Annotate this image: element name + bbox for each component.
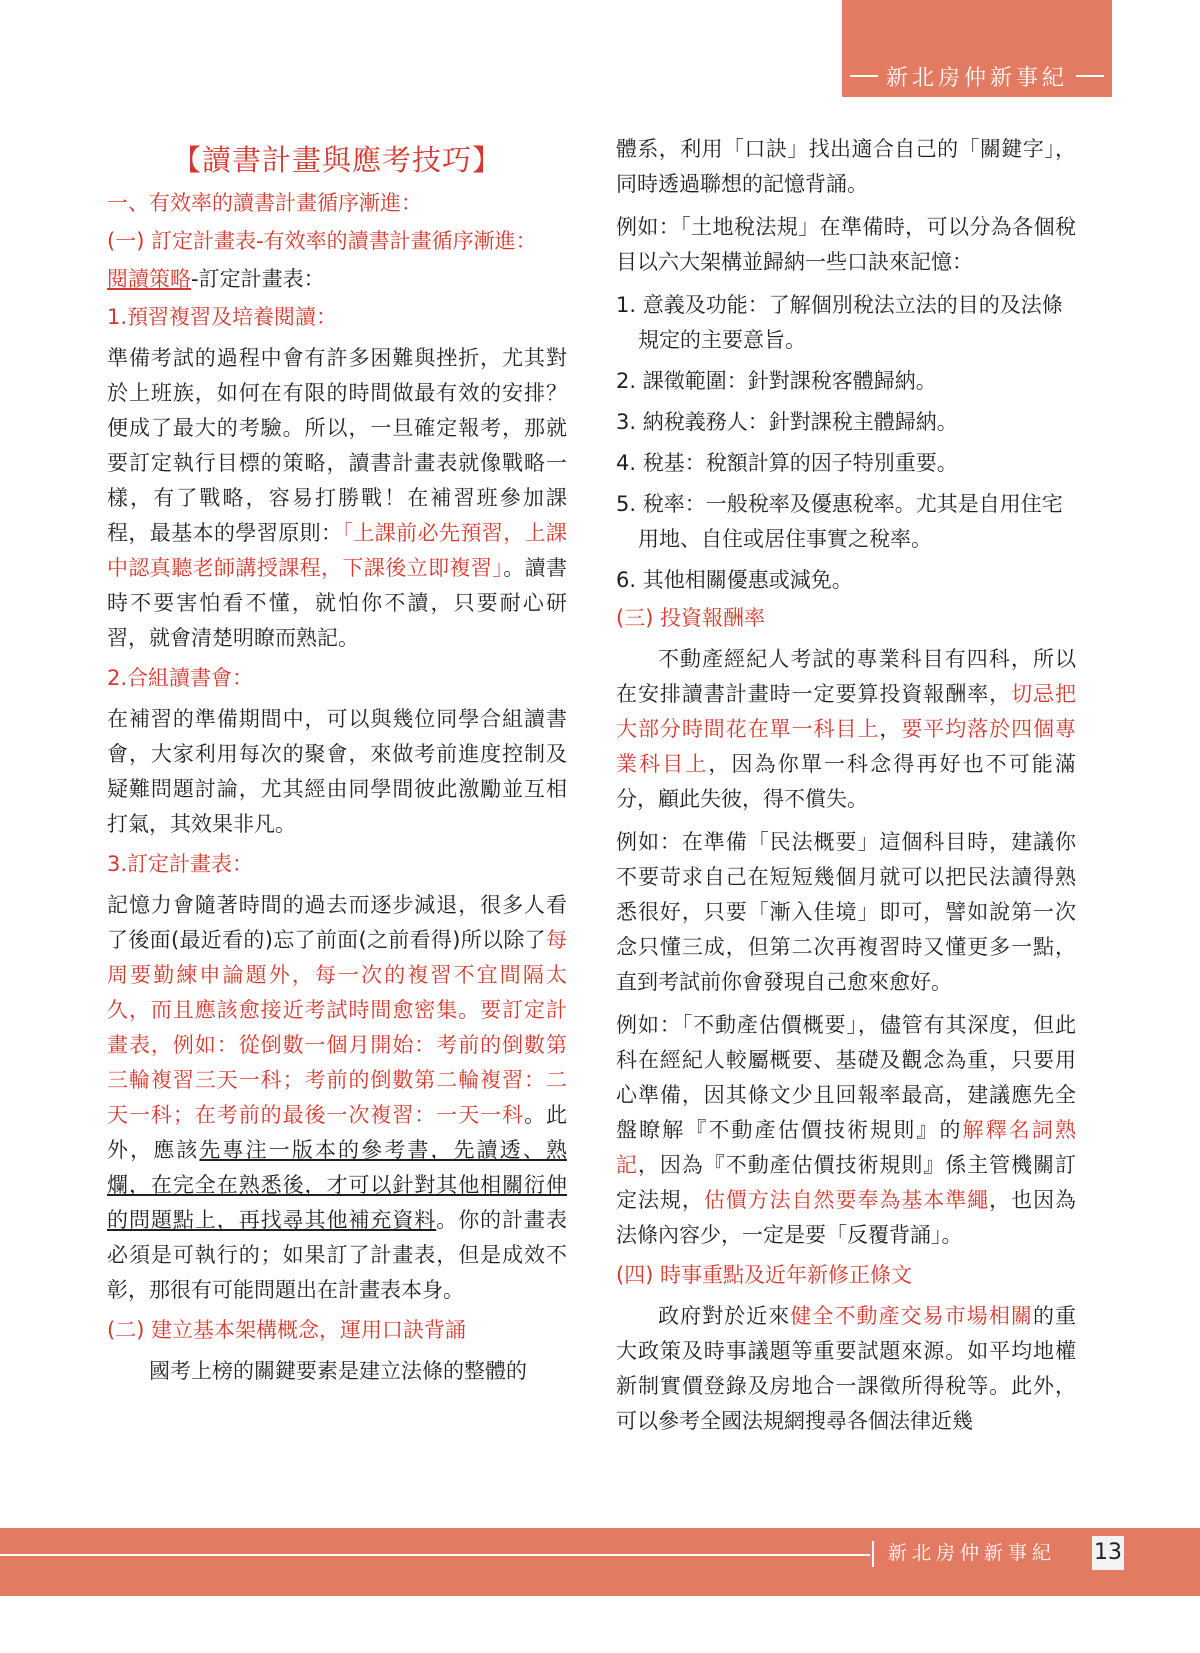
- heading-3: [107, 265, 567, 293]
- footer-separator: [872, 1541, 874, 1567]
- p5-text-e: ，也因為法條內容少，一定是要「反覆背誦」。: [616, 1188, 1077, 1247]
- section-3-paragraph: [107, 888, 567, 1308]
- section-5-title: (三) 投資報酬率: [616, 606, 766, 630]
- p6-text-red: 健全不動產交易市場相關: [790, 1304, 1033, 1328]
- heading-3-rest: -訂定計畫表：: [191, 267, 325, 291]
- heading-2: (一) 訂定計畫表-有效率的讀書計畫循序漸進：: [107, 229, 537, 253]
- heading-1: 一、有效率的讀書計畫循序漸進：: [107, 191, 422, 215]
- section-4-paragraph: 國考上榜的關鍵要素是建立法條的整體的: [149, 1359, 527, 1383]
- section-1-paragraph: [107, 341, 567, 656]
- s3-text-c: 。此外，應該: [107, 1103, 568, 1162]
- page-number: 13: [1092, 1536, 1124, 1570]
- header-dash-left: [850, 75, 878, 77]
- right-column: [616, 132, 1076, 1447]
- section-2-title: 2.合組讀書會：: [107, 666, 254, 690]
- p5-text-c: ，因為『不動產估價技術規則』係主管機關訂定法規，: [616, 1153, 1077, 1212]
- section-3-title: 3.訂定計畫表：: [107, 852, 254, 876]
- right-paragraph-4: 例如：在準備「民法概要」這個科目時，建議你不要苛求自己在短短幾個月就可以把民法讀得熟悉很好，只要「漸入佳境」即可，譬如說第一次念只懂三成，但第二次再複習時又懂更多一點，直到考試前你會發現自己愈來愈好。: [616, 830, 1076, 994]
- s3-text-red: 每周要勤練申論題外，每一次的複習不宜間隔太久，而且應該愈接近考試時間愈密集。要訂定計畫表，例如：從倒數一個月開始：考前的倒數第三輪複習三天一科；考前的倒數第二輪複習：二天一科；在考前的最後一次複習：一天一科: [107, 928, 567, 1127]
- p6-text-c: 的重大政策及時事議題等重要試題來源。如平均地權新制實價登錄及房地合一課徵所得稅等。此外，可以參考全國法規網搜尋各個法律近幾: [616, 1304, 1077, 1433]
- p3-text-a: 不動產經紀人考試的專業科目有四科，所以在安排讀書計畫時一定要算投資報酬率，: [616, 647, 1076, 706]
- list-item: 2. 課徵範圍：針對課稅客體歸納。: [616, 369, 937, 393]
- s3-text-a: 記憶力會隨著時間的過去而逐步減退，很多人看了後面(最近看的)忘了前面(之前看得)所以除了: [107, 893, 567, 952]
- header-banner: [842, 0, 1112, 97]
- heading-3-underlined: 閱讀策略: [107, 267, 191, 291]
- p3-text-c: ，: [879, 717, 902, 741]
- p3-text-red-2: 要平均落於四個專業科目上: [616, 717, 1077, 776]
- section-5-paragraph: [616, 642, 1076, 817]
- section-6-paragraph: [616, 1299, 1076, 1439]
- p5-text-red-2: 估價方法自然要奉為基本準繩: [703, 1188, 990, 1212]
- left-column: [107, 130, 567, 1397]
- p5-text-a: 例如：「不動產估價概要」，儘管有其深度，但此科在經紀人較屬概要、基礎及觀念為重，只要用心準備，因其條文少且回報率最高，建議應先全盤瞭解『不動產估價技術規則』的: [616, 1013, 1076, 1142]
- header-title: [842, 58, 1112, 94]
- p3-text-red-1: 切忌把大部分時間花在單一科目上: [616, 682, 1077, 741]
- list-item: 3. 納稅義務人：針對課稅主體歸納。: [616, 410, 958, 434]
- list-item: 4. 稅基：稅額計算的因子特別重要。: [616, 451, 958, 475]
- section-4-title: (二) 建立基本架構概念，運用口訣背誦: [107, 1318, 467, 1342]
- header-dash-right: [1076, 75, 1104, 77]
- list-item: 5. 稅率：一般稅率及優惠稅率。尤其是自用住宅用地、自住或居住事實之稅率。: [616, 492, 1063, 551]
- footer-bar: [0, 1528, 1200, 1596]
- s3-text-underlined: 先專注一版本的參考書，先讀透、熟爛，在完全在熟悉後，才可以針對其他相關衍伸的問題點上，再找尋其他補充資料: [107, 1138, 567, 1232]
- list-item: 1. 意義及功能：了解個別稅法立法的目的及法條規定的主要意旨。: [616, 293, 1063, 352]
- right-paragraph-5: [616, 1008, 1076, 1253]
- s1-text-c: 。讀書時不要害怕看不懂，就怕你不讀，只要耐心研習，就會清楚明瞭而熟記。: [107, 556, 568, 650]
- right-paragraph-1: 體系，利用「口訣」找出適合自己的「關鍵字」，同時透過聯想的記憶背誦。: [616, 137, 1076, 196]
- section-6-title: (四) 時事重點及近年新修正條文: [616, 1263, 913, 1287]
- right-paragraph-2: 例如：「土地稅法規」在準備時，可以分為各個稅目以六大架構並歸納一些口訣來記憶：: [616, 215, 1076, 274]
- p3-text-e: ，因為你單一科念得再好也不可能滿分，顧此失彼，得不償失。: [616, 752, 1076, 811]
- s1-text-a: 準備考試的過程中會有許多困難與挫折，尤其對於上班族，如何在有限的時間做最有效的安排？便成了最大的考驗。所以，一旦確定報考，那就要訂定執行目標的策略，讀書計畫表就像戰略一樣，有了戰略，容易打勝戰！在補習班參加課程，最基本的學習原則：: [107, 346, 567, 545]
- footer-rule: [0, 1554, 870, 1556]
- p6-text-a: 政府對於近來: [658, 1304, 791, 1328]
- article-title: 【讀書計畫與應考技巧】: [171, 143, 502, 177]
- section-1-title: 1.預習複習及培養閱讀：: [107, 305, 338, 329]
- list-item: 6. 其他相關優惠或減免。: [616, 568, 853, 592]
- s1-text-red: 「上課前必先預習，上課中認真聽老師講授課程，下課後立即複習」: [107, 521, 567, 580]
- s3-text-e: 。你的計畫表必須是可執行的；如果訂了計畫表，但是成效不彰，那很有可能問題出在計畫表本身。: [107, 1208, 567, 1302]
- header-title-text: 新北房仲新事紀: [885, 65, 1068, 91]
- footer-title: 新北房仲新事紀: [888, 1542, 1057, 1564]
- p5-text-red-1: 解釋名詞熟記: [616, 1118, 1076, 1177]
- section-2-paragraph: 在補習的準備期間中，可以與幾位同學合組讀書會，大家利用每次的聚會，來做考前進度控制及疑難問題討論，尤其經由同學間彼此激勵並互相打氣，其效果非凡。: [107, 707, 567, 836]
